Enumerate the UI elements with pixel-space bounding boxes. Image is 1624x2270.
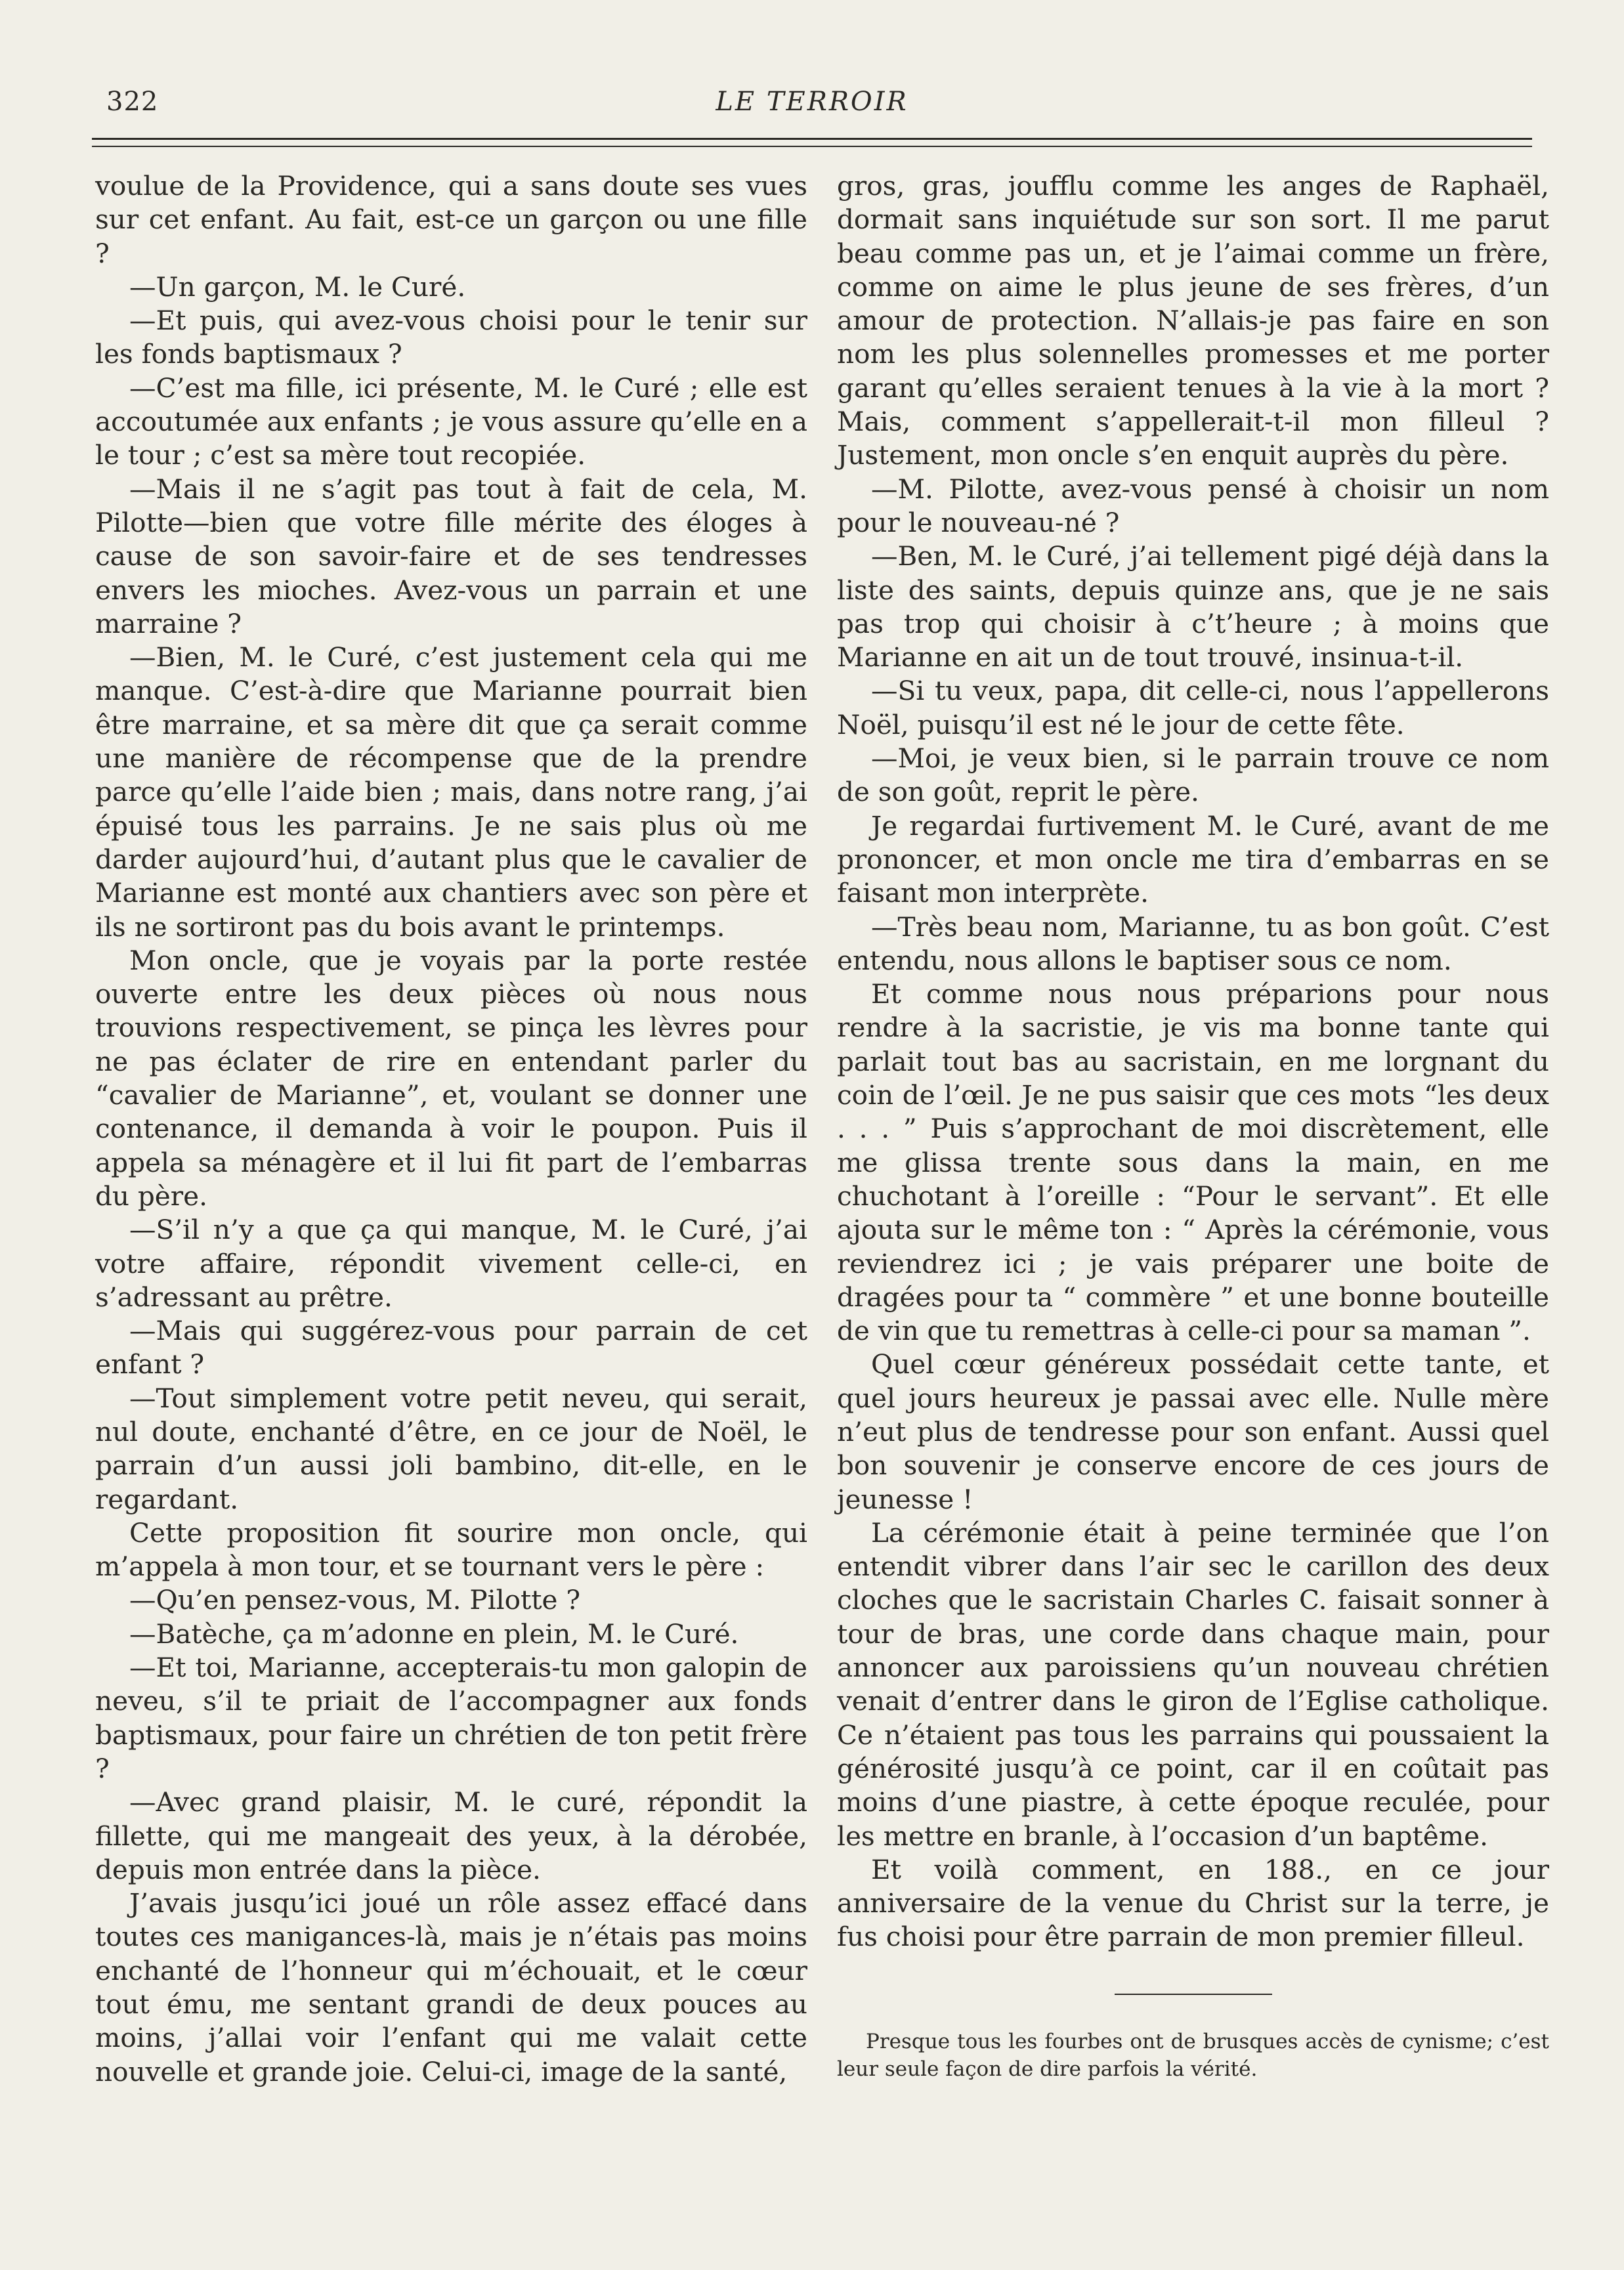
paragraph: gros, gras, joufflu comme les anges de Raphaël, dormait sans inquiétude sur son sort. Il me parut beau comme pas un, et je l’aimai comme un frère, comme on aime le plus jeune de ses frères, d’un amour de protection. N’allais-je pas faire en son nom les plus solennelles promesses et me porter garant qu’elles seraient tenues à la vie à la mort ? Mais, comment s’appellerait-t-il mon filleul ? Justement, mon oncle s’en enquit auprès du père. [837,170,1549,471]
right-column [837,169,1549,2083]
header-rule-top [92,138,1532,140]
paragraph: —Batèche, ça m’adonne en plein, M. le Curé. [129,1617,739,1650]
paragraph: —Très beau nom, Marianne, tu as bon goût. C’est entendu, nous allons le baptiser sous ce nom. [837,910,1549,976]
header-rule-bottom [92,146,1532,147]
paragraph: —Avec grand plaisir, M. le curé, répondit la fillette, qui me mangeait des yeux, à la dérobée, depuis mon entrée dans la pièce. [95,1786,807,1885]
left-column [95,169,807,2089]
paragraph: Je regardai furtivement M. le Curé, avant de me prononcer, et mon oncle me tira d’embarras en se faisant mon interprète. [837,809,1549,909]
paragraph: —Qu’en pensez-vous, M. Pilotte ? [129,1584,581,1616]
page-number: 322 [106,87,159,117]
paragraph: —S’il n’y a que ça qui manque, M. le Curé, j’ai votre affaire, répondit vivement celle-ci, en s’adressant au prêtre. [95,1214,807,1313]
paragraph: —Ben, M. le Curé, j’ai tellement pigé déjà dans la liste des saints, depuis quinze ans, que je ne sais pas trop qui choisir à c’t’heure ; à moins que Marianne en ait un de tout trouvé, insinua-t-il. [837,540,1549,674]
paragraph: —M. Pilotte, avez-vous pensé à choisir un nom pour le nouveau-né ? [837,473,1549,538]
paragraph: —Et toi, Marianne, accepterais-tu mon galopin de neveu, s’il te priait de l’accompagner aux fonds baptismaux, pour faire un chrétien de ton petit frère ? [95,1652,807,1784]
paragraph: Quel cœur généreux possédait cette tante, et quel jours heureux je passai avec elle. Nulle mère n’eut plus de tendresse pour son enfant. Aussi quel bon souvenir je conserve encore de ces jours de jeunesse ! [837,1348,1549,1515]
paragraph: —Tout simplement votre petit neveu, qui serait, nul doute, enchanté d’être, en ce jour de Noël, le parrain d’un aussi joli bambino, dit-elle, en le regardant. [95,1382,807,1515]
paragraph: Et comme nous nous préparions pour nous rendre à la sacristie, je vis ma bonne tante qui parlait tout bas au sacristain, en me lorgnant du coin de l’œil. Je ne pus saisir que ces mots “les deux . . . ” Puis s’approchant de moi discrètement, elle me glissa trente sous dans la main, en me chuchotant à l’oreille : “Pour le servant”. Et elle ajouta sur le même ton : “ Après la cérémonie, vous reviendrez ici ; je vais préparer une boite de dragées pour ta “ commère ” et une bonne bouteille de vin que tu remettras à celle-ci pour sa maman ”. [837,978,1549,1347]
section-separator [1115,1994,1272,1995]
paragraph: Et voilà comment, en 188., en ce jour anniversaire de la venue du Christ sur la terre, je fus choisi pour être parrain de mon premier filleul. [837,1853,1549,1953]
page-header [92,87,1532,126]
maxim: Presque tous les fourbes ont de brusques accès de cynisme; c’est leur seule façon de dire parfois la vérité. [837,2029,1549,2081]
paragraph: —Mais il ne s’agit pas tout à fait de cela, M. Pilotte—bien que votre fille mérite des éloges à cause de son savoir-faire et de ses tendresses envers les mioches. Avez-vous un parrain et une marraine ? [95,473,807,639]
paragraph: —Un garçon, M. le Curé. [129,270,466,303]
paragraph: —C’est ma fille, ici présente, M. le Curé ; elle est accoutumée aux enfants ; je vous assure qu’elle en a le tour ; c’est sa mère tout recopiée. [95,372,807,471]
running-title: LE TERROIR [716,87,908,117]
paragraph: Cette proposition fit sourire mon oncle, qui m’appela à mon tour, et se tournant vers le père : [95,1516,807,1583]
paragraph: —Bien, M. le Curé, c’est justement cela qui me manque. C’est-à-dire que Marianne pourrait bien être marraine, et sa mère dit que ça serait comme une manière de récompense que de la prendre parce qu’elle l’aide bien ; mais, dans notre rang, j’ai épuisé tous les parrains. Je ne sais plus où me darder aujourd’hui, d’autant plus que le cavalier de Marianne est monté aux chantiers avec son père et ils ne sortiront pas du bois avant le printemps. [95,641,807,943]
paragraph: —Si tu veux, papa, dit celle-ci, nous l’appellerons Noël, puisqu’il est né le jour de cette fête. [837,675,1549,740]
paragraph: —Moi, je veux bien, si le parrain trouve ce nom de son goût, reprit le père. [837,742,1549,808]
paragraph: —Mais qui suggérez-vous pour parrain de cet enfant ? [95,1315,807,1381]
paragraph: J’avais jusqu’ici joué un rôle assez effacé dans toutes ces manigances-là, mais je n’étais pas moins enchanté de l’honneur qui m’échouait, et le cœur tout ému, me sentant grandi de deux pouces au moins, j’allai voir l’enfant qui me valait cette nouvelle et grande joie. Celui-ci, image de la santé, [95,1887,807,2088]
paragraph: La cérémonie était à peine terminée que l’on entendit vibrer dans l’air sec le carillon des deux cloches que le sacristain Charles C. faisait sonner à tour de bras, une corde dans chaque main, pour annoncer aux paroissiens qu’un nouveau chrétien venait d’entrer dans le giron de l’Eglise catholique. Ce n’étaient pas tous les parrains qui poussaient la générosité jusqu’à ce point, car il en coûtait pas moins d’une piastre, à cette époque reculée, pour les mettre en branle, à l’occasion d’un baptême. [837,1516,1549,1852]
paragraph: —Et puis, qui avez-vous choisi pour le tenir sur les fonds baptismaux ? [95,305,807,370]
paragraph: voulue de la Providence, qui a sans doute ses vues sur cet enfant. Au fait, est-ce un garçon ou une fille ? [95,170,807,269]
paragraph: Mon oncle, que je voyais par la porte restée ouverte entre les deux pièces où nous nous trouvions respectivement, se pinça les lèvres pour ne pas éclater de rire en entendant parler du “cavalier de Marianne”, et, voulant se donner une contenance, il demanda à voir le poupon. Puis il appela sa ménagère et il lui fit part de l’embarras du père. [95,944,807,1212]
